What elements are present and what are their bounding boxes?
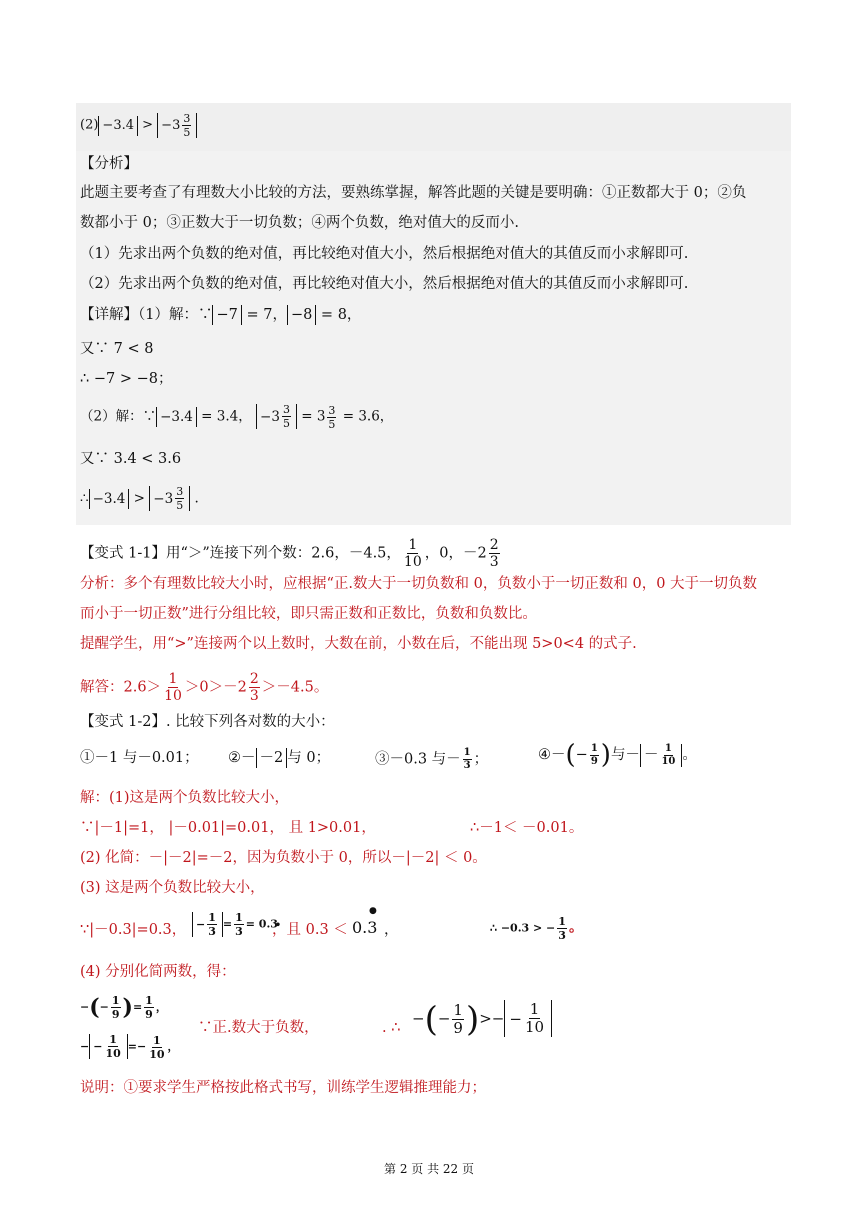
detail-title: 【详解】 bbox=[80, 307, 138, 323]
solution-line-7-first: −(− $\frac{1}{9}$ )= $\frac{1}{9}$ ， bbox=[80, 994, 167, 1021]
variant-1-2-item-2: ②－ －2 与 0； bbox=[228, 750, 331, 766]
variant-1-1-answer: 解答：2.6＞ $\frac{1}{10}$ ＞0＞－2 $\frac{2}{3}$ ＞－4.5。 bbox=[80, 671, 329, 704]
detail-line-3: ∴ −7 > −8； bbox=[80, 371, 173, 387]
note-line: 说明：①要求学生严格按此格式书写，训练学生逻辑推理能力； bbox=[80, 1080, 486, 1096]
variant-1-1-remind: 提醒学生，用“>”连接两个以上数时，大数在前，小数在后，不能出现 5>0<4 的式子. bbox=[80, 636, 637, 652]
variant-1-1-analysis-2: 而小于一切正数”进行分组比较，即只需正数和正数比，负数和负数比。 bbox=[80, 606, 537, 622]
solution-line-7-second: − − $\frac{1}{10}$ =− $\frac{1}{10}$ ， bbox=[80, 1033, 179, 1061]
detail-line-5: 又∵ 3.4 < 3.6 bbox=[80, 451, 182, 467]
repeating-dot: ● bbox=[369, 906, 377, 916]
solution-line-5-conclusion: ∴ −0.3 > − $\frac{1}{3}$ 。 bbox=[490, 915, 583, 942]
solution-line-5-expr: − $\frac{1}{3}$ = $\frac{1}{3}$ = 0.3 bbox=[192, 912, 278, 937]
solution-line-7-conclusion: −(− $\frac{1}{9}$ )>− − $\frac{1}{10}$ bbox=[412, 1000, 552, 1037]
solution-line-5a: ∵|－0.3|=0.3， bbox=[80, 922, 187, 938]
detail-line-6: ∴ −3.4 > −3 $\frac{3}{5}$ . bbox=[80, 485, 199, 512]
variant-1-2-item-4: ④－(− $\frac{1}{9}$ )与－ － $\frac{1}{10}$ 。 bbox=[538, 740, 697, 770]
detail-line-4: （2）解：∵ −3.4 = 3.4， −3 $\frac{3}{5}$ = 3 $\frac{3}{5}$ = 3.6， bbox=[80, 403, 394, 431]
solution-line-5-repeating: 0.3 bbox=[352, 918, 378, 937]
detail-line-1: 【详解】（1）解：∵ −7 = 7， −8 = 8， bbox=[80, 307, 362, 323]
solution-line-7-reason: ∵正.数大于负数， bbox=[198, 1020, 319, 1036]
solution-line-7-therefore: . ∴ bbox=[382, 1020, 401, 1036]
analysis-paragraph-2: （1）先求出两个负数的绝对值，再比较绝对值大小，然后根据绝对值大的其值反而小求解即可. bbox=[80, 246, 689, 262]
solution-line-5-and: ，且 0.3 ＜ bbox=[272, 922, 348, 938]
solution-line-4: (3) 这是两个负数比较大小， bbox=[80, 880, 265, 896]
solution-line-6: (4) 分别化简两数，得： bbox=[80, 964, 236, 980]
page-footer: 第 2 页 共 22 页 bbox=[384, 1162, 474, 1176]
detail-line-2: 又∵ 7 < 8 bbox=[80, 341, 154, 357]
solution-line-1: 解：(1)这是两个负数比较大小， bbox=[80, 790, 290, 806]
analysis-title: 【分析】 bbox=[80, 156, 138, 172]
analysis-paragraph-3: （2）先求出两个负数的绝对值，再比较绝对值大小，然后根据绝对值大的其值反而小求解即可. bbox=[80, 276, 689, 292]
variant-1-1-title: 【变式 1-1】用“＞”连接下列个数：2.6，－4.5， $\frac{1}{10}$ ，0，－2 $\frac{2}{3}$ bbox=[80, 537, 499, 570]
variant-1-2-title: 【变式 1-2】. 比较下列各对数的大小： bbox=[80, 714, 335, 730]
solution-line-2a: ∵|－1|=1， |－0.01|=0.01， 且 1>0.01， bbox=[80, 820, 376, 836]
analysis-background bbox=[76, 151, 791, 525]
variant-1-1-analysis-1: 分析：多个有理数比较大小时，应根据“正.数大于一切负数和 0，负数小于一切正数和 0，0 大于一切负数 bbox=[80, 576, 758, 592]
analysis-paragraph-1a: 此题主要考查了有理数大小比较的方法，要熟练掌握，解答此题的关键是要明确：①正数都大于 0；②负 bbox=[80, 185, 747, 201]
variant-1-2-item-3: ③－0.3 与－ $\frac{1}{3}$ ； bbox=[375, 747, 489, 771]
variant-1-2-item-1: ①－1 与－0.01； bbox=[80, 750, 199, 766]
solution-line-3: (2) 化简：－|－2|=－2，因为负数小于 0，所以－|－2| ＜ 0。 bbox=[80, 850, 487, 866]
line-2-expression: (2) −3.4 > −3 $\frac{3}{5}$ bbox=[80, 113, 197, 138]
solution-line-2b: ∴－1＜ －0.01。 bbox=[470, 820, 584, 836]
analysis-paragraph-1b: 数都小于 0；③正数大于一切负数；④两个负数，绝对值大的反而小. bbox=[80, 215, 519, 231]
solution-line-5f: ， bbox=[384, 922, 399, 938]
